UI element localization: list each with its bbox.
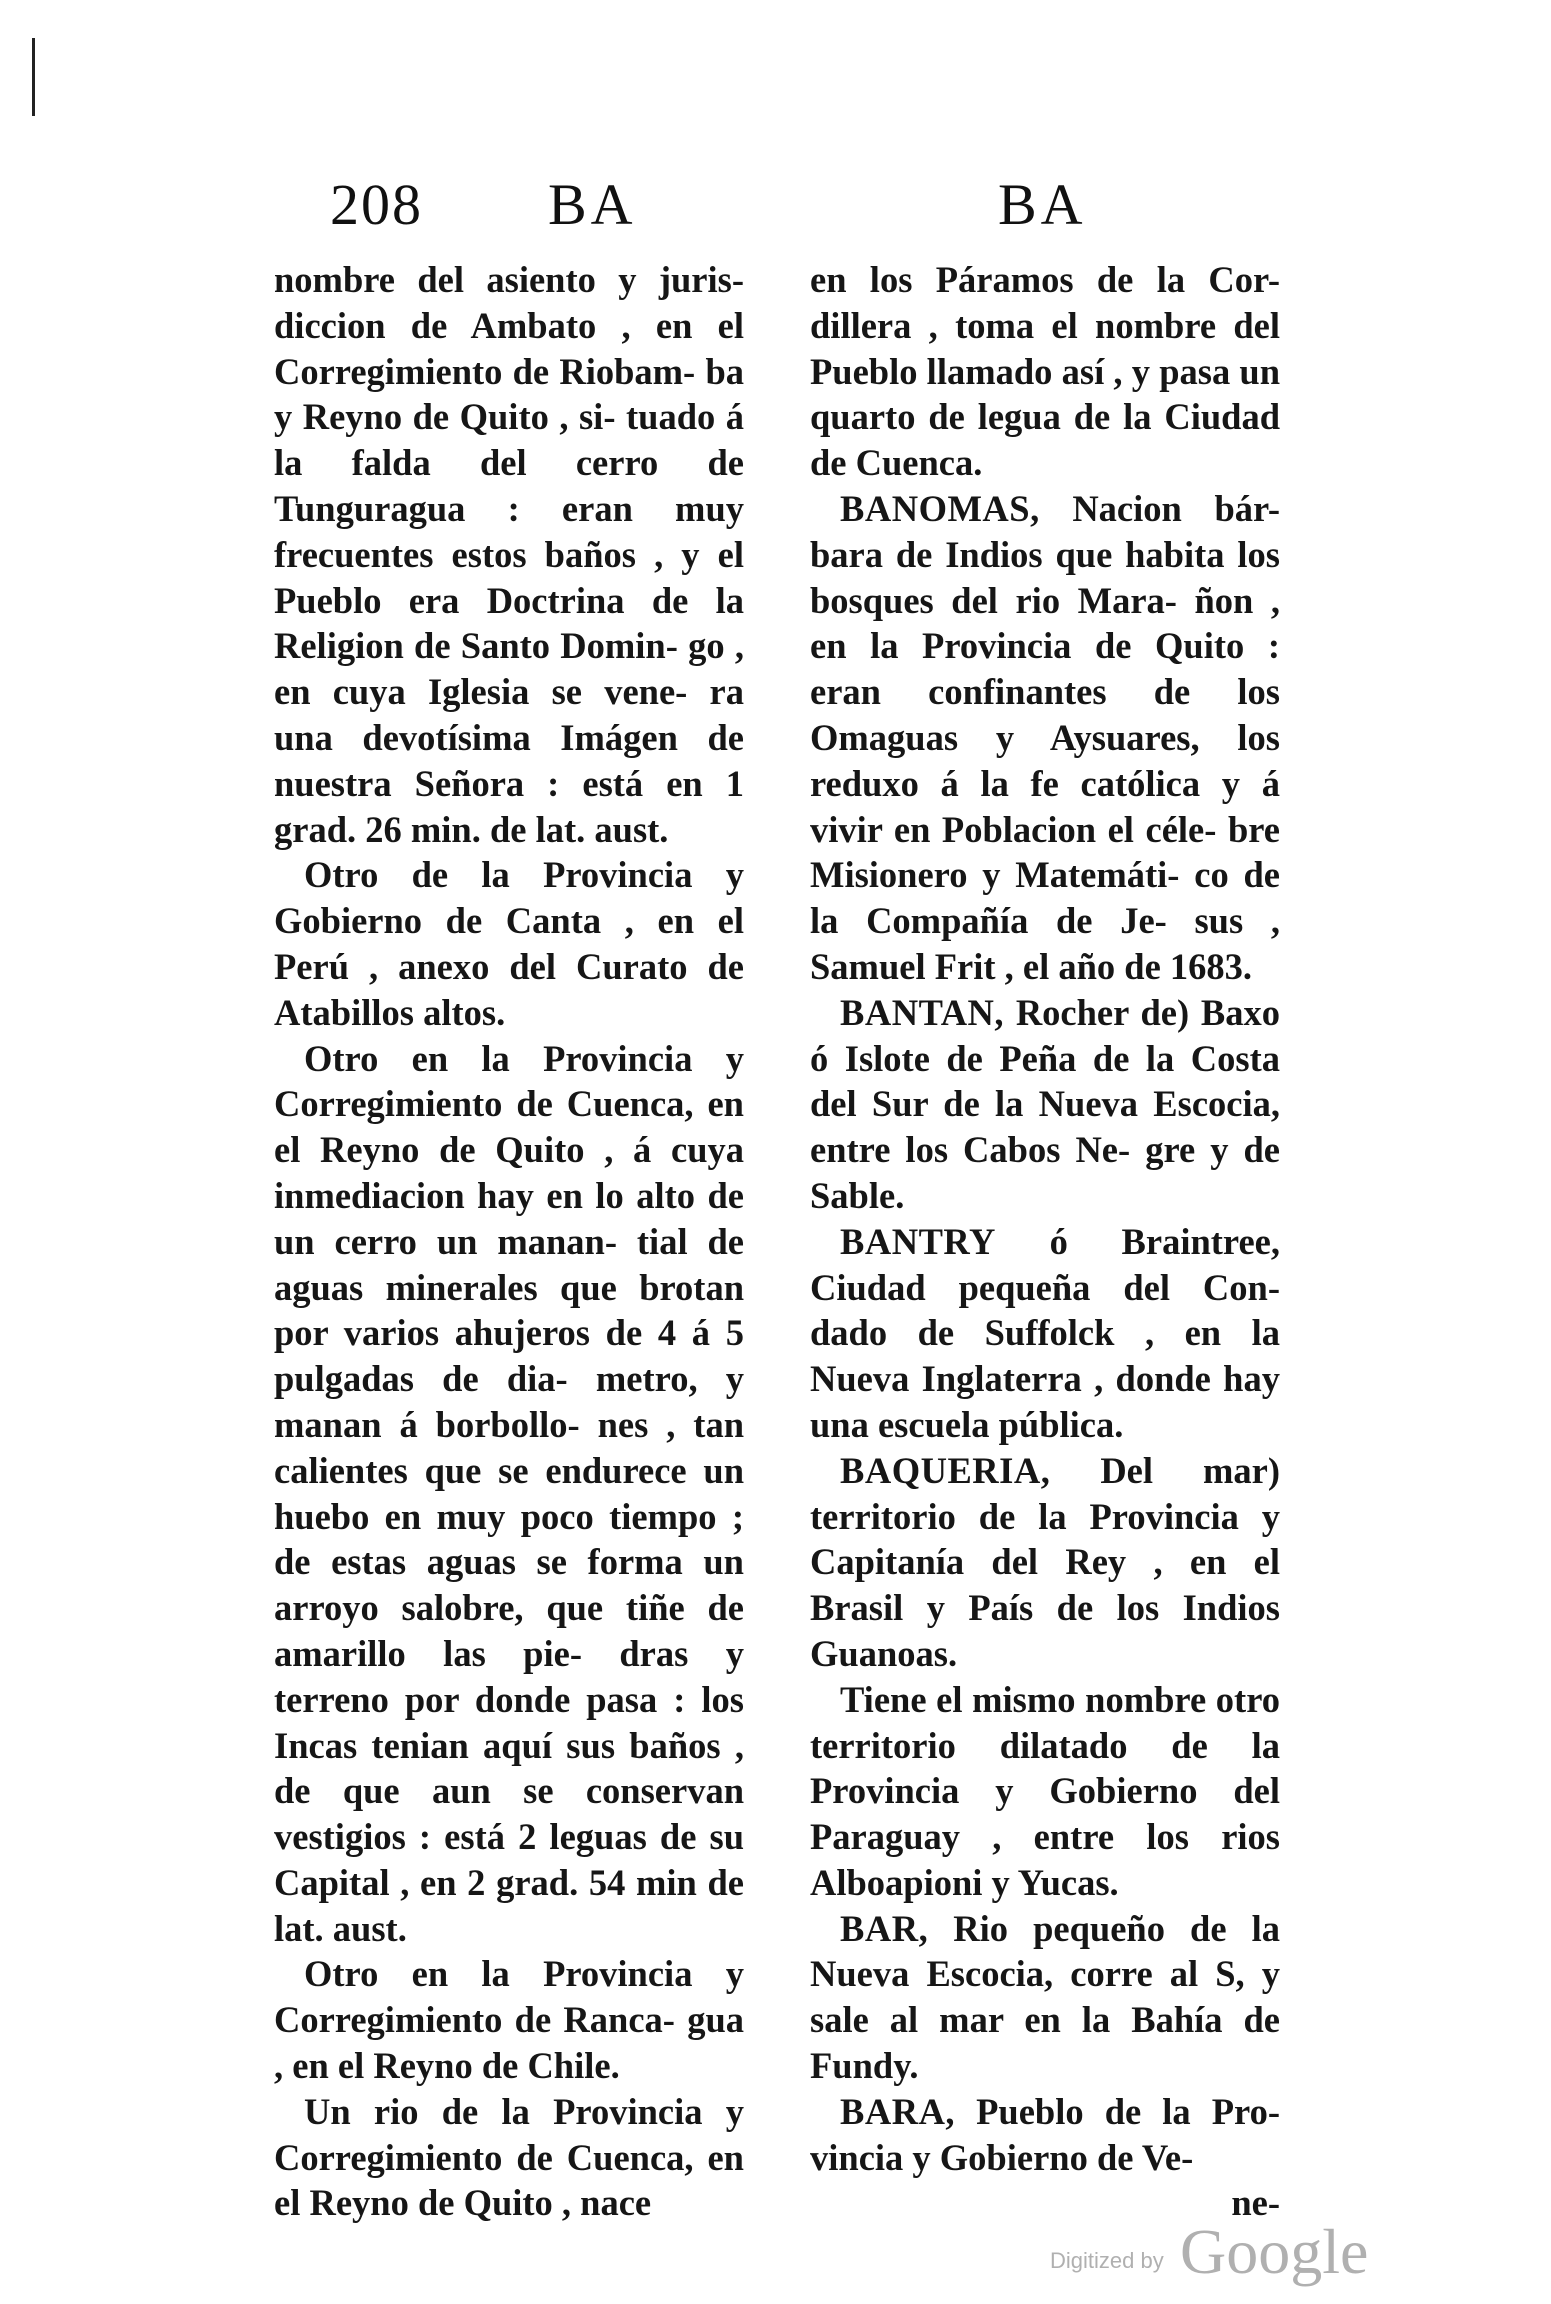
paragraph: Otro de la Provincia y Gobierno de Canta , en el Perú , anexo del Curato de Atabillos altos. (274, 854, 744, 1033)
entry-headword: BAR, (840, 1907, 929, 1949)
paragraph: Otro en la Provincia y Corregimiento de Cuenca, en el Reyno de Quito , á cuya inmediacion hay en lo alto de un cerro un manan- tial de aguas minerales que brotan por varios ahujeros de 4 á 5 pulgadas de dia- metro, y manan á borbollo- nes , tan calientes que se endurece un huebo en muy poco tiempo ; de estas aguas se forma un arroyo salobre, que tiñe de amarillo las pie- dras y terreno por donde pasa : los Incas tenian aquí sus baños , de que aun se conservan vestigios : está 2 leguas de su Capital , en 2 grad. 54 min de lat. aust. (274, 1037, 744, 1949)
google-watermark (1050, 2216, 1470, 2287)
entry-headword: BANTAN, (840, 991, 1005, 1033)
dictionary-entry (810, 486, 1280, 990)
dictionary-entry (810, 1219, 1280, 1448)
running-header (258, 170, 1308, 250)
catchword: ne- (1231, 2182, 1280, 2224)
entry-text: Nacion bár- bara de Indios que habita los bosques del rio Mara- ñon , en la Provincia de Quito : eran confinantes de los Omaguas y Aysuares, los reduxo á la fe católica y á vivir en Poblacion el céle- bre Misionero y Matemáti- co de la Compañía de Je- sus , Samuel Frit , el año de 1683. (810, 487, 1280, 987)
entry-text: Tiene el mismo nombre otro territorio dilatado de la Provincia y Gobierno del Paraguay , entre los rios Alboapioni y Yucas. (810, 1678, 1280, 1903)
entry-headword: BANTRY (840, 1220, 996, 1262)
google-logo: Google (1180, 2216, 1369, 2287)
dictionary-entry (810, 1448, 1280, 1677)
entry-text: Rio pequeño de la Nueva Escocia, corre al S, y sale al mar en la Bahía de Fundy. (810, 1907, 1280, 2087)
dictionary-entry (810, 2089, 1280, 2181)
dictionary-entry (810, 1906, 1280, 2089)
dictionary-entry (810, 990, 1280, 1219)
right-column (810, 257, 1280, 2226)
paragraph: Un rio de la Provincia y Corregimiento de Cuenca, en el Reyno de Quito , nace (274, 2090, 744, 2224)
entry-headword: BAQUERIA, (840, 1449, 1051, 1491)
page-number: 208 (330, 172, 423, 237)
scan-edge-line (32, 38, 35, 116)
paragraph: Otro en la Provincia y Corregimiento de Ranca- gua , en el Reyno de Chile. (274, 1953, 744, 2087)
entry-headword: BANOMAS, (840, 487, 1040, 529)
dictionary-entry (810, 1677, 1280, 1906)
entry-text: ó Braintree, Ciudad pequeña del Con- dado de Suffolck , en la Nueva Inglaterra , donde hay una escuela pública. (810, 1220, 1280, 1445)
digitized-by-label: Digitized by (1050, 2248, 1164, 2273)
paragraph: en los Páramos de la Cor- dillera , toma el nombre del Pueblo llamado así , y pasa un quarto de legua de la Ciudad de Cuenca. (810, 259, 1280, 484)
entry-text: Del mar) territorio de la Provincia y Capitanía del Rey , en el Brasil y País de los Indios Guanoas. (810, 1449, 1280, 1674)
left-column (274, 257, 744, 2226)
book-page (258, 170, 1308, 2224)
entry-text: Rocher de) Baxo ó Islote de Peña de la Costa del Sur de la Nueva Escocia, entre los Cabos Ne- gre y de Sable. (810, 991, 1280, 1216)
running-head-left: BA (548, 172, 637, 237)
entry-text: Pueblo de la Pro- vincia y Gobierno de Ve- (810, 2090, 1280, 2178)
entry-headword: BARA, (840, 2090, 956, 2132)
paragraph: nombre del asiento y juris- diccion de Ambato , en el Corregimiento de Riobam- ba y Reyno de Quito , si- tuado á la falda del cerro de Tunguragua : eran muy frecuentes estos baños , y el Pueblo era Doctrina de la Religion de Santo Domin- go , en cuya Iglesia se vene- ra una devotísima Imágen de nuestra Señora : está en 1 grad. 26 min. de lat. aust. (274, 259, 744, 850)
running-head-right: BA (998, 172, 1087, 237)
